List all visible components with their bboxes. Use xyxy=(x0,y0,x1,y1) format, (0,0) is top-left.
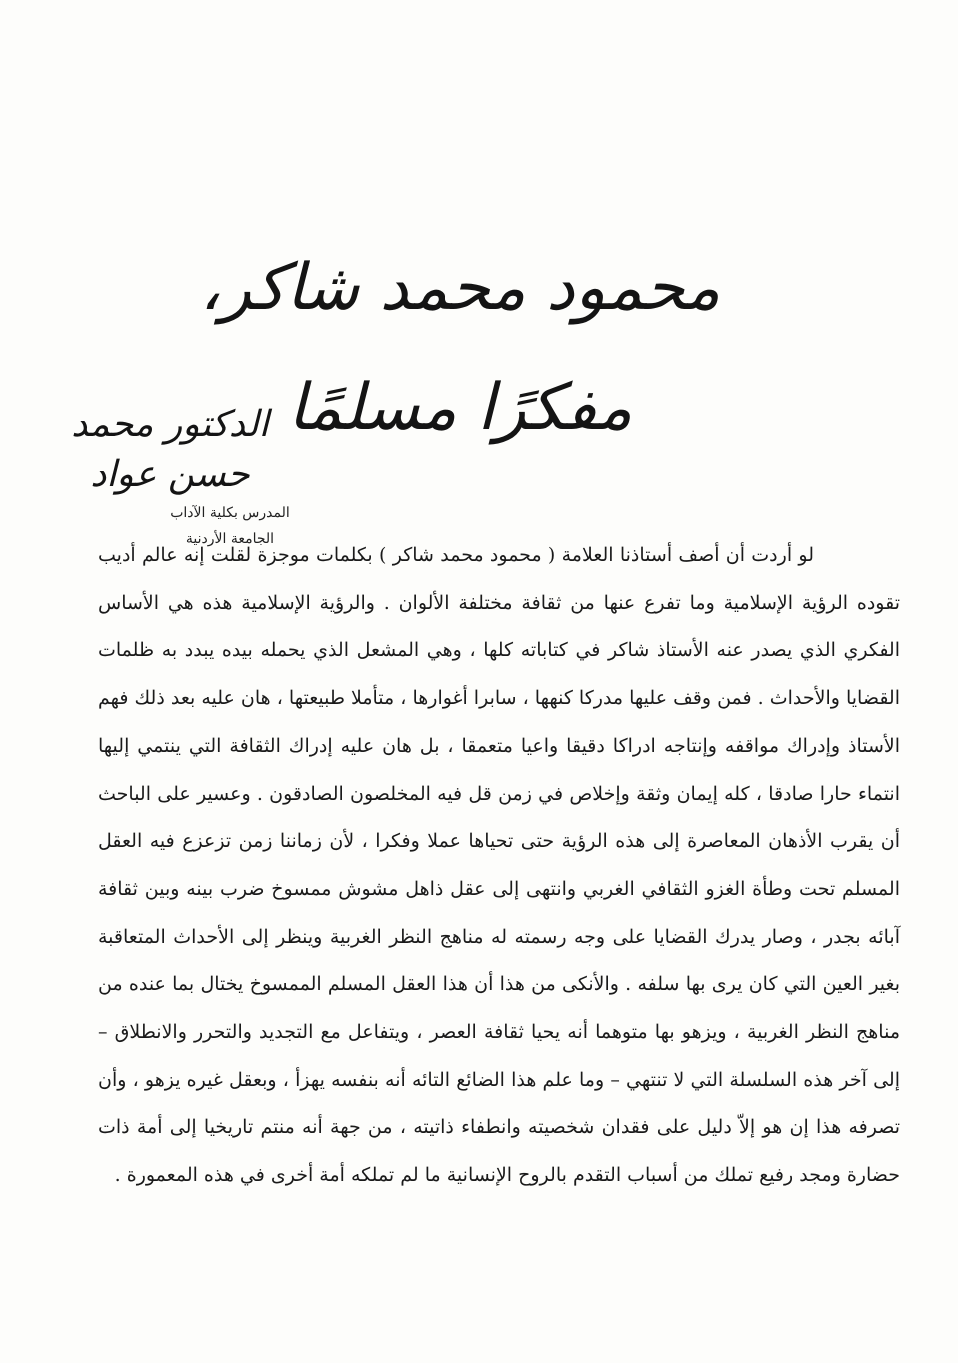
body-paragraph: لو أردت أن أصف أستاذنا العلامة ( محمود محمد شاكر ) بكلمات موجزة لقلت إنه عالم أديب تقوده الرؤية الإسلامية وما تفرع عنها من ثقافة مختلفة الألوان . والرؤية الإسلامية هذه هي الأساس الفكري الذي يصدر عنه الأستاذ شاكر في كتاباته كلها ، وهي المشعل الذي يحمله بيده يبدد به ظلمات القضايا والأحداث . فمن وقف عليها مدركا كنهها ، سابرا أغوارها ، متأملا طبيعتها ، هان عليه بعد ذلك فهم الأستاذ وإدراك مواقفه وإنتاجه ادراكا دقيقا واعيا متعمقا ، بل هان عليه إدراك الثقافة التي ينتمي إليها انتماء حارا صادقا ، كله إيمان وثقة وإخلاص في زمن قل فيه المخلصون الصادقون . وعسير على الباحث أن يقرب الأذهان المعاصرة إلى هذه الرؤية حتى تحياها عملا وفكرا ، لأن زماننا زمن تزعزع فيه العقل المسلم تحت وطأة الغزو الثقافي الغربي وانتهى إلى عقل ذاهل مشوش ممسوخ ضرب بينه وبين ثقافة آبائه بجدر ، وصار يدرك القضايا على وجه رسمته له مناهج النظر الغربية وينظر إلى الأحداث المتعاقبة بغير العين التي كان يرى بها سلفه . والأنكى من هذا أن هذا العقل المسلم الممسوخ يختال بما عنده من مناهج النظر الغربية ، ويزهو بها متوهما أنه يحيا ثقافة العصر ، ويتفاعل مع التجديد والتحرر والانطلاق – إلى آخر هذه السلسلة التي لا تنتهي – وما علم هذا الضائع التائه أنه بنفسه يهزأ ، وبعقل غيره يزهو ، وأن تصرفه هذا إن هو إلاّ دليل على فقدان شخصيته وانطفاء ذاتيته ، من جهة أنه منتم تاريخيا إلى أمة ذات حضارة ومجد رفيع تملك من أسباب التقدم بالروح الإنسانية ما لم تملكه أمة أخرى في هذه المعمورة . xyxy=(98,544,900,1187)
author-position: المدرس بكلية الآداب xyxy=(170,505,290,521)
author-block xyxy=(71,400,360,552)
article-title: محمود محمد شاكر، مفكرًا مسلمًا xyxy=(199,251,721,445)
author-name: الدكتور محمد حسن عواد xyxy=(71,404,269,495)
author-institution: الجامعة الأردنية xyxy=(185,531,275,547)
article-body xyxy=(98,532,900,1200)
